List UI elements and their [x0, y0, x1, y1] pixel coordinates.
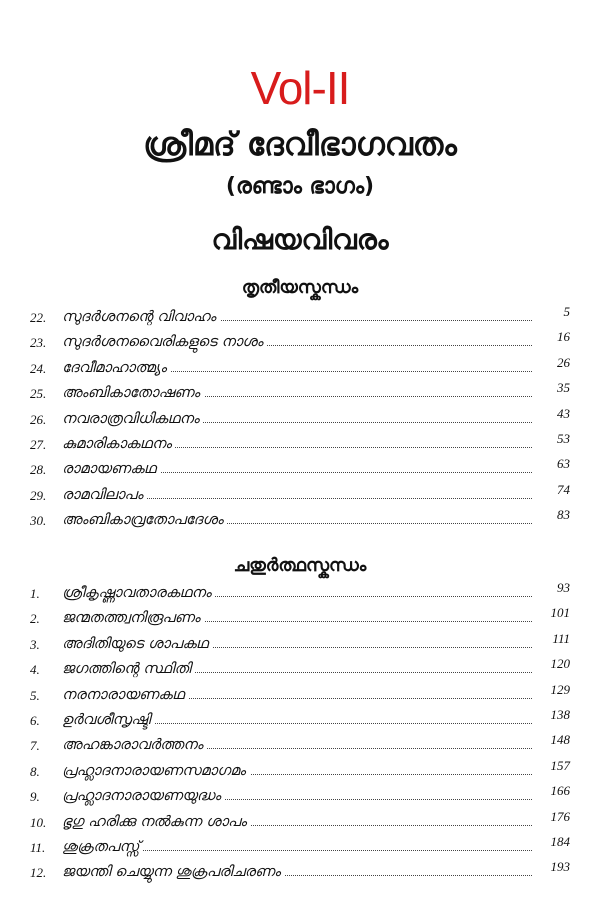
toc-entry — [30, 785, 570, 810]
toc-entry — [30, 808, 570, 836]
entry-title: സുദർശനന്റെ വിവാഹം — [62, 309, 216, 325]
entry-title: ശുക്രതപസ്സ് — [62, 838, 140, 855]
entry-page-number: 63 — [557, 456, 570, 472]
entry-page-number: 83 — [557, 507, 570, 523]
entry-title: അംബികാതോഷണം — [62, 385, 200, 402]
toc-entry — [30, 861, 570, 886]
toc-entry — [30, 331, 570, 356]
toc-entry — [30, 382, 570, 407]
entry-number: 28. — [30, 462, 47, 478]
entry-title: പ്രഹ്ലാദനാരായണയുദ്ധം — [62, 788, 221, 805]
entry-title: ഉർവശീസൃഷ്ടി — [62, 711, 151, 728]
entry-page-number: 157 — [550, 757, 570, 773]
entry-title: അദിതിയുടെ ശാപകഥ — [62, 635, 209, 652]
entry-page-number: 166 — [550, 783, 570, 799]
entry-title: കുമാരികാകഥനം — [62, 435, 172, 452]
entry-number: 7. — [30, 738, 40, 754]
entry-number: 2. — [30, 611, 40, 627]
toc-entry — [30, 430, 570, 458]
entry-number: 30. — [30, 513, 47, 529]
entry-number: 11. — [30, 839, 46, 855]
entry-number: 26. — [30, 411, 47, 427]
volume-label: Vol-II — [250, 62, 350, 114]
entry-number: 9. — [30, 789, 40, 805]
entry-page-number: 176 — [550, 808, 570, 824]
entry-title: രാമായണകഥ — [62, 461, 156, 478]
entry-number: 8. — [30, 763, 40, 779]
entry-title: രാമവിലാപം — [62, 486, 143, 503]
toc-entry — [30, 481, 570, 509]
entry-page-number: 93 — [557, 580, 570, 595]
toc-entry — [30, 405, 570, 433]
entry-title: ശ്രീകൃഷ്ണാവതാരകഥനം — [62, 585, 212, 601]
section-title-1: തൃതീയസ്കന്ധം — [241, 277, 359, 298]
entry-title: അഹങ്കാരാവർത്തനം — [62, 737, 203, 754]
entry-page-number: 43 — [557, 405, 570, 421]
toc-entry — [30, 658, 570, 683]
toc-entry — [30, 458, 570, 483]
entry-number: 10. — [30, 814, 47, 830]
entry-title: ജയന്തി ചെയ്യുന്ന ശുക്രപരിചരണം — [62, 864, 281, 881]
contents-heading: വിഷയവിവരം — [211, 223, 389, 256]
entry-page-number: 184 — [550, 833, 570, 849]
entry-number: 29. — [30, 487, 47, 503]
toc-entry — [30, 734, 570, 759]
entry-title: നരനാരായണകഥ — [62, 686, 185, 703]
toc-entry — [30, 681, 570, 709]
entry-number: 12. — [30, 865, 47, 881]
entry-page-number: 53 — [557, 430, 570, 446]
toc-entry — [30, 833, 570, 861]
entry-number: 27. — [30, 436, 47, 452]
entry-title: ജന്മതത്ത്വനിരൂപണം — [62, 610, 201, 627]
entry-title: ഭൃഗു ഹരിക്കു നൽകുന്ന ശാപം — [62, 813, 247, 830]
entry-page-number: 35 — [557, 380, 570, 396]
entry-page-number: 148 — [550, 732, 570, 748]
entry-page-number: 74 — [557, 481, 570, 497]
entry-page-number: 101 — [550, 605, 570, 621]
entry-title: ജഗത്തിന്റെ സ്ഥിതി — [62, 661, 191, 678]
entry-number: 23. — [30, 335, 47, 351]
entry-page-number: 16 — [557, 329, 570, 345]
book-subtitle: (രണ്ടാം ഭാഗം) — [225, 174, 375, 199]
entry-title: സുദർശനവൈരികളുടെ നാശം — [62, 334, 264, 351]
entry-number: 24. — [30, 360, 47, 376]
toc-entry — [30, 306, 570, 331]
entry-page-number: 5 — [563, 304, 570, 319]
toc-entry — [30, 582, 570, 607]
entry-title: പ്രഹ്ലാദനാരായണസമാഗമം — [62, 762, 246, 779]
entry-number: 6. — [30, 712, 40, 728]
toc-entry — [30, 757, 570, 785]
entry-number: 1. — [30, 586, 40, 601]
toc-entry — [30, 706, 570, 734]
toc-section-1 — [30, 306, 570, 535]
entry-title: ദേവീമാഹാത്മ്യം — [62, 359, 167, 376]
entry-page-number: 138 — [550, 706, 570, 722]
entry-page-number: 26 — [557, 354, 570, 370]
book-title: ശ്രീമദ് ദേവീഭാഗവതം — [143, 125, 457, 163]
entry-title: അംബികാവ്രതോപദേശം — [62, 512, 224, 529]
entry-page-number: 129 — [550, 681, 570, 697]
entry-number: 4. — [30, 662, 40, 678]
toc-entry — [30, 509, 570, 534]
entry-page-number: 193 — [550, 859, 570, 875]
section-title-2: ചതുർത്ഥസ്കന്ധം — [233, 555, 367, 576]
toc-section-2 — [30, 582, 570, 887]
toc-entry — [30, 354, 570, 382]
entry-title: നവരാത്രവിധികഥനം — [62, 410, 200, 427]
entry-number: 5. — [30, 687, 40, 703]
entry-number: 25. — [30, 386, 47, 402]
entry-page-number: 111 — [552, 630, 570, 646]
toc-entry — [30, 607, 570, 632]
entry-page-number: 120 — [550, 656, 570, 672]
entry-number: 3. — [30, 636, 40, 652]
entry-number: 22. — [30, 310, 47, 325]
toc-entry — [30, 630, 570, 658]
